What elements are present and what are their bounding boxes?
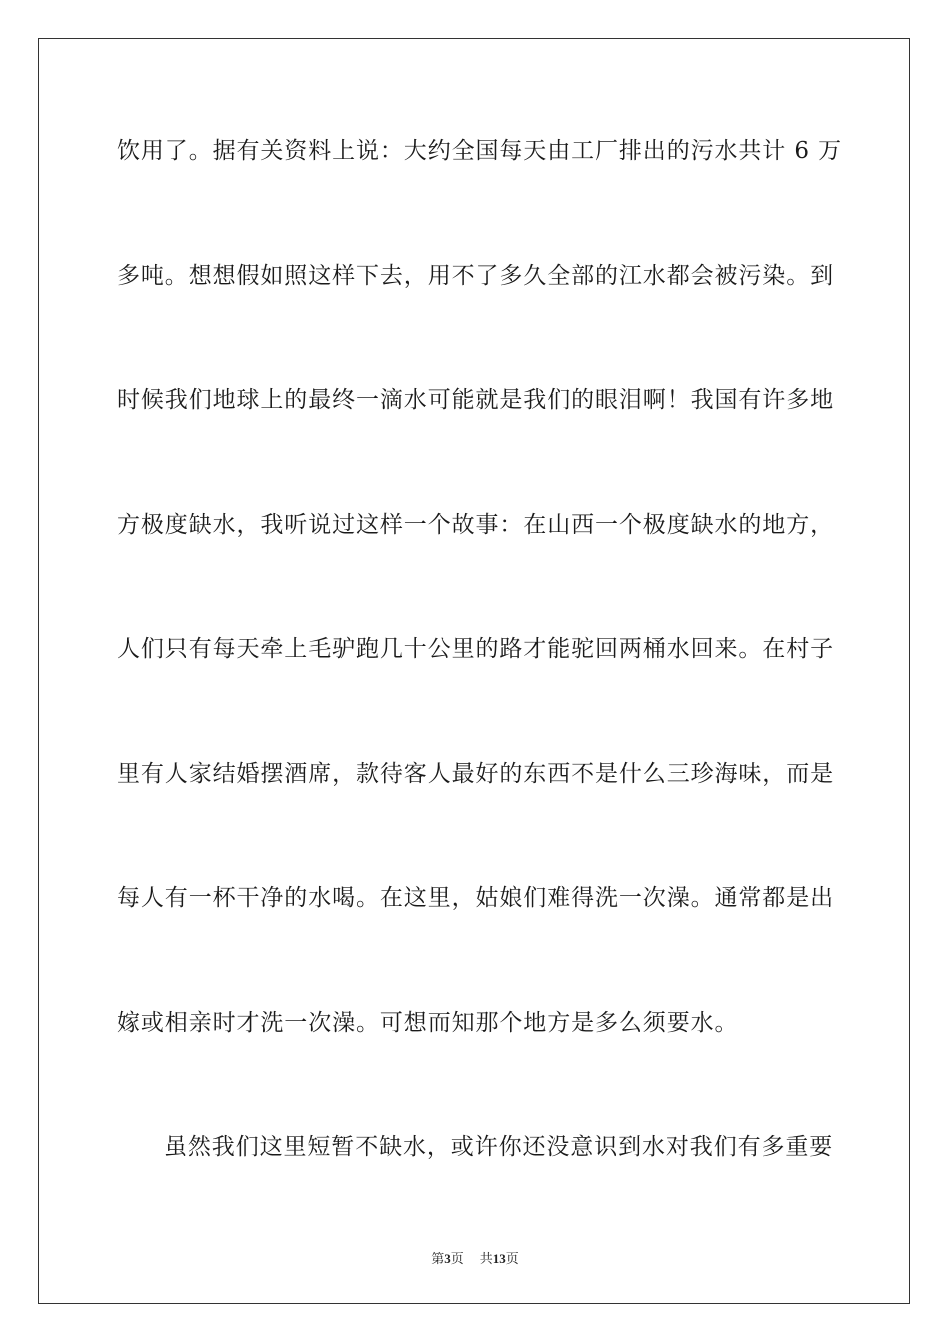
page-suffix: 页 (450, 1251, 464, 1266)
page-prefix: 第 (431, 1251, 445, 1266)
paragraph-start-line: 虽然我们这里短暂不缺水，或许你还没意识到水对我们有多重要 (164, 1134, 834, 1160)
page-footer (0, 1250, 950, 1268)
text-line: 方极度缺水，我听说过这样一个故事：在山西一个极度缺水的地方， (117, 512, 834, 538)
text-line: 每人有一杯干净的水喝。在这里，姑娘们难得洗一次澡。通常都是出 (117, 885, 834, 911)
current-page-number: 3 (444, 1251, 451, 1266)
total-suffix: 页 (505, 1251, 519, 1266)
text-line: 时候我们地球上的最终一滴水可能就是我们的眼泪啊！我国有许多地 (117, 387, 834, 413)
total-prefix: 共 (479, 1251, 493, 1266)
text-line: 嫁或相亲时才洗一次澡。可想而知那个地方是多么须要水。 (117, 1010, 739, 1036)
text-line: 多吨。想想假如照这样下去，用不了多久全部的江水都会被污染。到 (117, 263, 834, 289)
page-border (38, 38, 910, 1304)
text-line: 饮用了。据有关资料上说：大约全国每天由工厂排出的污水共计 6 万 (117, 138, 843, 164)
text-line: 人们只有每天牵上毛驴跑几十公里的路才能驼回两桶水回来。在村子 (117, 636, 834, 662)
total-page-count: 13 (492, 1251, 506, 1266)
text-line: 里有人家结婚摆酒席，款待客人最好的东西不是什么三珍海味，而是 (117, 761, 834, 787)
